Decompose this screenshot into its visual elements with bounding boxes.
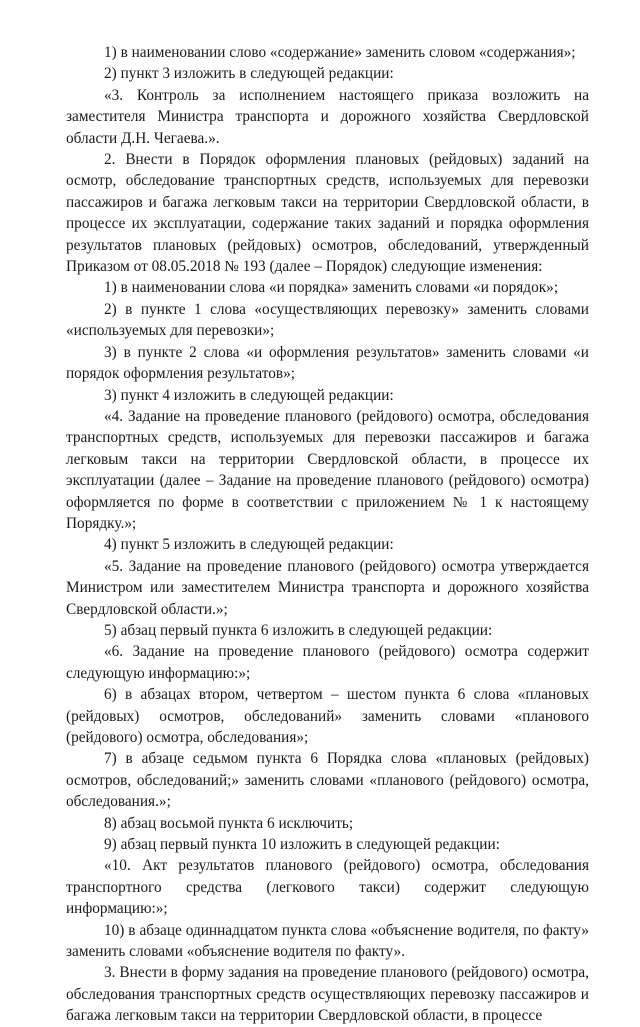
paragraph-8: 3) пункт 4 изложить в следующей редакции: — [104, 386, 394, 404]
paragraph-4: 2. Внести в Порядок оформления плановых (рейдовых) заданий на осмотр, обследование транспортных средств, используемых для перевозки пассажиров и багажа легковым такси на территории Свердловской области, в процессе их эксплуатации, содержание таких заданий и порядка оформления результатов плановых (рейдовых) осмотров, обследований, утвержденный Приказом от 08.05.2018 № 193 (далее – Порядок) следующие изменения: — [66, 151, 589, 276]
paragraph-10: 4) пункт 5 изложить в следующей редакции: — [104, 536, 394, 554]
paragraph-16: 8) абзац восьмой пункта 6 исключить; — [104, 814, 354, 832]
paragraph-3: «3. Контроль за исполнением настоящего приказа возложить на заместителя Министра транспорта и дорожного хозяйства Свердловской области Д.Н. Чегаева.». — [66, 86, 589, 147]
paragraph-5: 1) в наименовании слова «и порядка» заменить словами «и порядок»; — [104, 279, 559, 297]
paragraph-11: «5. Задание на проведение планового (рейдового) осмотра утверждается Министром или заместителем Министра транспорта и дорожного хозяйства Свердловской области.»; — [66, 557, 589, 618]
paragraph-6: 2) в пункте 1 слова «осуществляющих перевозку» заменить словами «используемых для перевозки»; — [66, 300, 589, 340]
paragraph-18: «10. Акт результатов планового (рейдового) осмотра, обследования транспортного средства (легкового такси) содержит следующую информацию:»; — [66, 857, 589, 918]
paragraph-17: 9) абзац первый пункта 10 изложить в следующей редакции: — [104, 836, 500, 854]
paragraph-20: 3. Внести в форму задания на проведение планового (рейдового) осмотра, обследования транспортных средств осуществляющих перевозку пассажиров и багажа легковым такси на территории Свердловской области, в процессе — [66, 964, 589, 1025]
paragraph-19: 10) в абзаце одиннадцатом пункта слова «объяснение водителя, по факту» заменить словами «объяснение водителя по факту». — [66, 921, 589, 961]
paragraph-2: 2) пункт 3 изложить в следующей редакции: — [104, 65, 394, 83]
paragraph-7: 3) в пункте 2 слова «и оформления результатов» заменить словами «и порядок оформления результатов»; — [66, 343, 589, 383]
document-body — [66, 42, 589, 1027]
paragraph-13: «6. Задание на проведение планового (рейдового) осмотра содержит следующую информацию:»; — [66, 643, 589, 682]
paragraph-15: 7) в абзаце седьмом пункта 6 Порядка слова «плановых (рейдовых) осмотров, обследований;» заменить словами «планового (рейдового) осмотра, обследования.»; — [66, 750, 589, 811]
paragraph-12: 5) абзац первый пункта 6 изложить в следующей редакции: — [104, 621, 493, 639]
paragraph-1: 1) в наименовании слово «содержание» заменить словом «содержания»; — [104, 44, 576, 61]
paragraph-9: «4. Задание на проведение планового (рейдового) осмотра, обследования транспортных средств, используемых для перевозки пассажиров и багажа легковым такси на территории Свердловской области, в процессе их эксплуатации (далее – Задание на проведение планового (рейдового) осмотра) оформляется по форме в соответствии с приложением № 1 к настоящему Порядку.»; — [66, 407, 589, 532]
paragraph-14: 6) в абзацах втором, четвертом – шестом пункта 6 слова «плановых (рейдовых) осмотров, обследований» заменить словами «планового (рейдового) осмотра, обследования»; — [66, 686, 589, 746]
